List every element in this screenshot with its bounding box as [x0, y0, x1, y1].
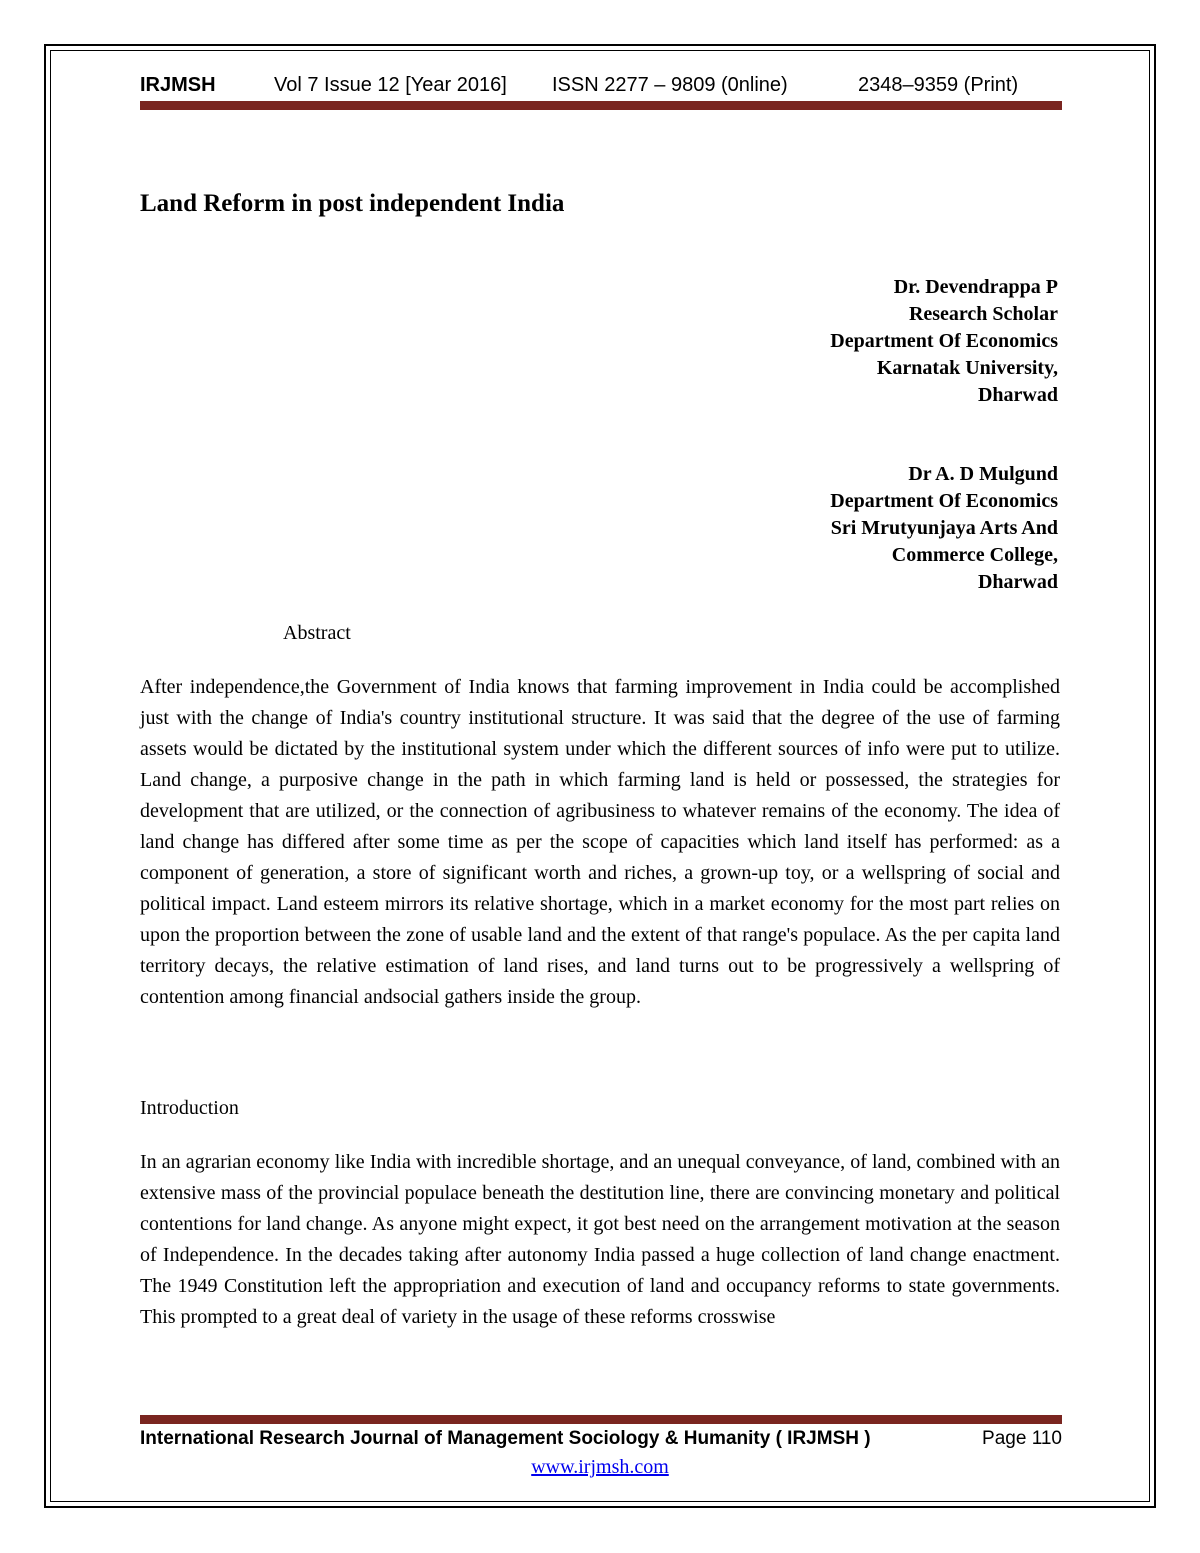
- article-title: Land Reform in post independent India: [140, 190, 565, 217]
- abstract-heading: Abstract: [283, 622, 351, 644]
- abstract-body: After independence,the Government of India knows that farming improvement in India could be accomplished just with the change of India's country institutional structure. It was said that the degree of the use of farming assets would be dictated by the institutional system under which the different sources of info were put to utilize. Land change, a purposive change in the path in which farming land is held or possessed, the strategies for development that are utilized, or the connection of agribusiness to whatever remains of the economy. The idea of land change has differed after some time as per the scope of capacities which land itself has performed: as a component of generation, a store of significant worth and riches, a grown-up toy, or a wellspring of social and political impact. Land esteem mirrors its relative shortage, which in a market economy for the most part relies on upon the proportion between the zone of usable land and the extent of that range's populace. As the per capita land territory decays, the relative estimation of land rises, and land turns out to be progressively a wellspring of contention among financial andsocial gathers inside the group.: [140, 676, 1060, 1008]
- page-number: Page 110: [982, 1428, 1062, 1449]
- footer-rule: [140, 1415, 1062, 1424]
- author-affiliation: Research Scholar: [908, 303, 1058, 325]
- author-name: Dr. Devendrappa P: [893, 276, 1058, 298]
- introduction-heading: Introduction: [140, 1097, 239, 1119]
- website-link[interactable]: www.irjmsh.com: [531, 1456, 669, 1478]
- author-affiliation: Dharwad: [977, 571, 1058, 593]
- header-journal: IRJMSH: [140, 74, 216, 96]
- author-block-2: [830, 461, 1058, 596]
- header-issn-print: 2348–9359 (Print): [858, 74, 1019, 96]
- running-header: [140, 72, 1062, 100]
- author-block-1: [830, 274, 1058, 409]
- author-name: Dr A. D Mulgund: [908, 463, 1058, 485]
- header-volume: Vol 7 Issue 12 [Year 2016]: [274, 74, 507, 96]
- header-rule: [140, 101, 1062, 110]
- author-affiliation: Dharwad: [977, 384, 1058, 406]
- author-affiliation: Department Of Economics: [830, 490, 1058, 512]
- author-affiliation: Sri Mrutyunjaya Arts And: [830, 517, 1058, 539]
- footer-journal: International Research Journal of Management Sociology & Humanity ( IRJMSH ): [140, 1428, 871, 1449]
- author-affiliation: Commerce College,: [891, 544, 1058, 566]
- author-affiliation: Department Of Economics: [830, 330, 1058, 352]
- introduction-body: In an agrarian economy like India with incredible shortage, and an unequal conveyance, of land, combined with an extensive mass of the provincial populace beneath the destitution line, there are convincing monetary and political contentions for land change. As anyone might expect, it got best need on the arrangement motivation at the season of Independence. In the decades taking after autonomy India passed a huge collection of land change enactment. The 1949 Constitution left the appropriation and execution of land and occupancy reforms to state governments. This prompted to a great deal of variety in the usage of these reforms crosswise: [140, 1151, 1060, 1328]
- author-affiliation: Karnatak University,: [876, 357, 1058, 379]
- header-issn-online: ISSN 2277 – 9809 (0nline): [552, 74, 788, 96]
